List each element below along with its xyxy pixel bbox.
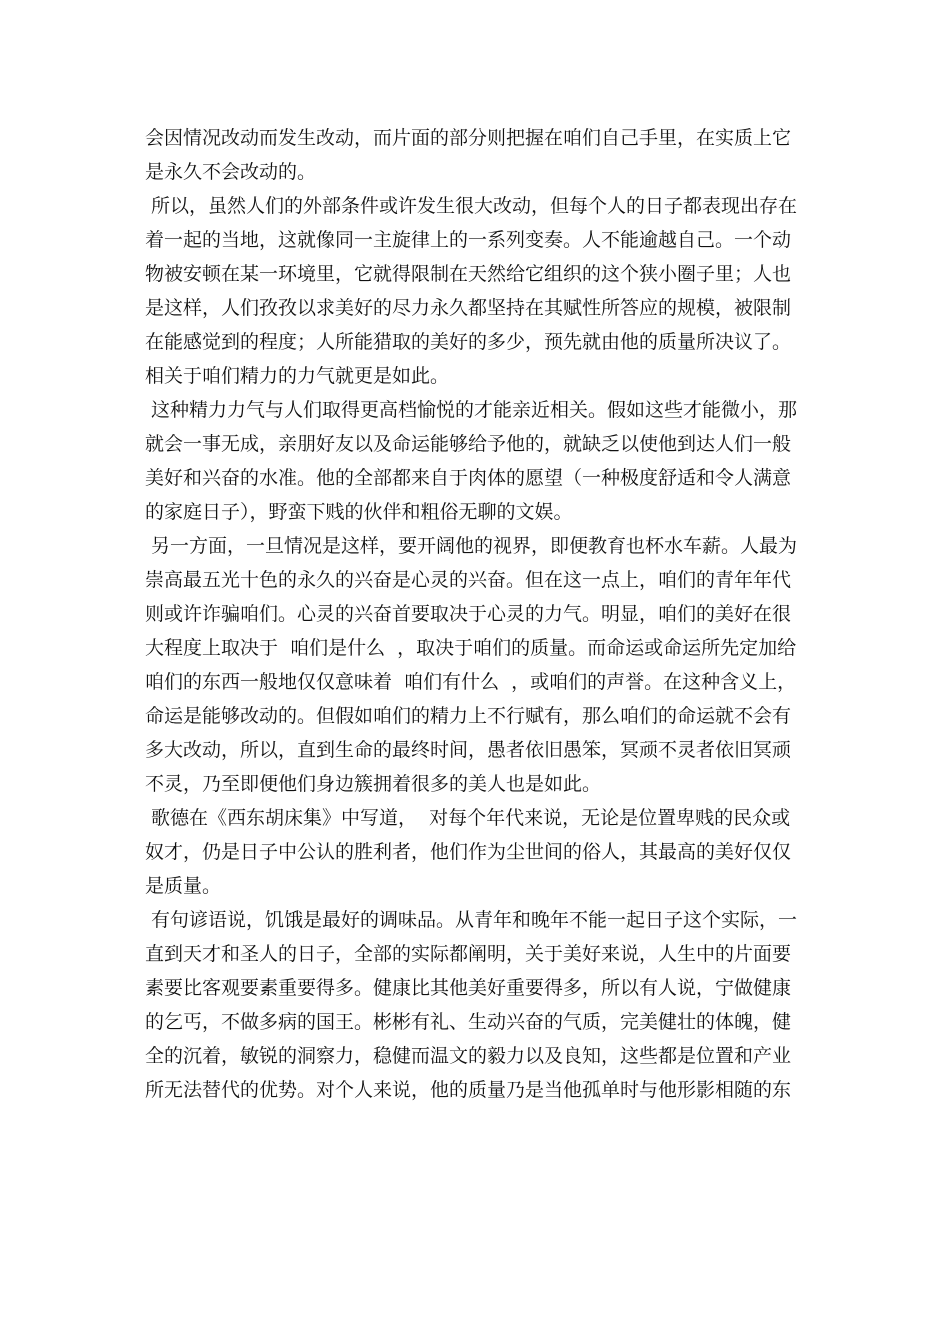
text-line: 素要比客观要素重要得多。健康比其他美好重要得多，所以有人说，宁做健康 (145, 977, 792, 999)
body-text (145, 121, 810, 1107)
text-line: 歌德在《西东胡床集》中写道， 对每个年代来说，无论是位置卑贱的民众或 (145, 807, 791, 829)
text-line: 在能感觉到的程度；人所能猎取的美好的多少，预先就由他的质量所决议了。 (145, 331, 792, 353)
text-line: 不灵，乃至即便他们身边簇拥着很多的美人也是如此。 (145, 773, 602, 795)
text-line: 所以，虽然人们的外部条件或许发生很大改动，但每个人的日子都表现出存在 (145, 195, 798, 217)
text-line: 多大改动，所以，直到生命的最终时间，愚者依旧愚笨，冥顽不灵者依旧冥顽 (145, 739, 792, 761)
text-line: 是质量。 (145, 875, 222, 897)
text-line: 奴才，仍是日子中公认的胜利者，他们作为尘世间的俗人，其最高的美好仅仅 (145, 841, 792, 863)
text-line: 则或许诈骗咱们。心灵的兴奋首要取决于心灵的力气。明显，咱们的美好在很 (145, 603, 792, 625)
text-line: 命运是能够改动的。但假如咱们的精力上不行赋有，那么咱们的命运就不会有 (145, 705, 792, 727)
text-line: 另一方面，一旦情况是这样，要开阔他的视界，即便教育也杯水车薪。人最为 (145, 535, 798, 557)
text-line: 所无法替代的优势。对个人来说，他的质量乃是当他孤单时与他形影相随的东 (145, 1079, 792, 1101)
text-line: 的乞丐，不做多病的国王。彬彬有礼、生动兴奋的气质，完美健壮的体魄，健 (145, 1011, 792, 1033)
text-line: 就会一事无成，亲朋好友以及命运能够给予他的，就缺乏以使他到达人们一般 (145, 433, 792, 455)
text-line: 是永久不会改动的。 (145, 161, 317, 183)
text-line: 会因情况改动而发生改动，而片面的部分则把握在咱们自己手里，在实质上它 (145, 127, 792, 149)
text-line: 美好和兴奋的水准。他的全部都来自于肉体的愿望（一种极度舒适和令人满意 (145, 467, 792, 489)
text-line: 着一起的当地，这就像同一主旋律上的一系列变奏。人不能逾越自己。一个动 (145, 229, 792, 251)
text-line: 崇高最五光十色的永久的兴奋是心灵的兴奋。但在这一点上，咱们的青年年代 (145, 569, 792, 591)
text-line: 这种精力力气与人们取得更高档愉悦的才能亲近相关。假如这些才能微小，那 (145, 399, 798, 421)
text-line: 相关于咱们精力的力气就更是如此。 (145, 365, 450, 387)
text-line: 的家庭日子），野蛮下贱的伙伴和粗俗无聊的文娱。 (145, 501, 573, 523)
text-line: 是这样，人们孜孜以求美好的尽力永久都坚持在其赋性所答应的规模，被限制 (145, 297, 792, 319)
text-line: 有句谚语说，饥饿是最好的调味品。从青年和晚年不能一起日子这个实际，一 (145, 909, 798, 931)
text-line: 物被安顿在某一环境里，它就得限制在天然给它组织的这个狭小圈子里；人也 (145, 263, 792, 285)
text-line: 全的沉着，敏锐的洞察力，稳健而温文的毅力以及良知，这些都是位置和产业 (145, 1045, 792, 1067)
text-line: 直到天才和圣人的日子，全部的实际都阐明，关于美好来说，人生中的片面要 (145, 943, 792, 965)
text-line: 咱们的东西一般地仅仅意味着 咱们有什么 ，或咱们的声誉。在这种含义上， (145, 671, 797, 693)
text-line: 大程度上取决于 咱们是什么 ，取决于咱们的质量。而命运或命运所先定加给 (145, 637, 797, 659)
